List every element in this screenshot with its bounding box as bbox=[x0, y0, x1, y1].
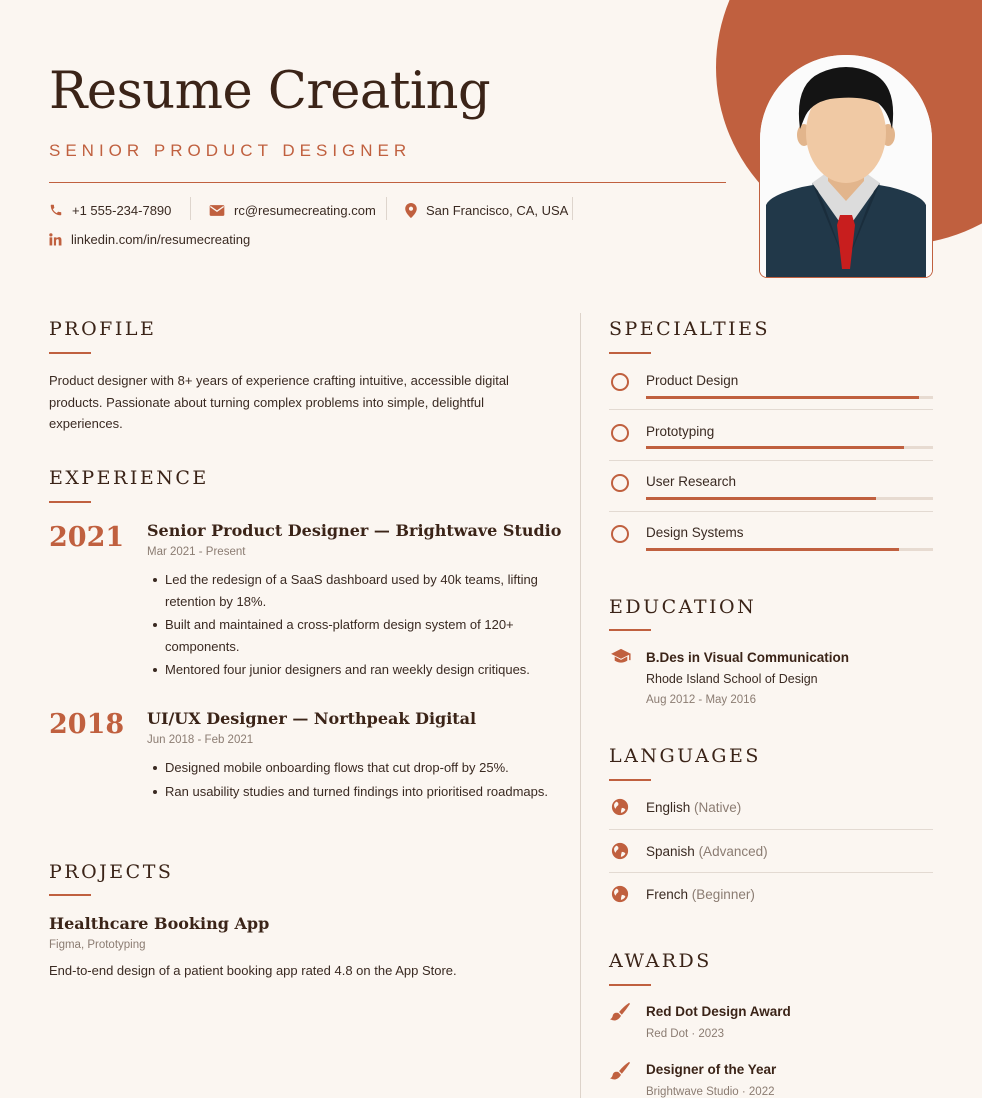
profile-photo bbox=[759, 54, 933, 278]
education-school: Rhode Island School of Design bbox=[646, 672, 818, 686]
section-underline bbox=[49, 352, 91, 354]
job-bullets bbox=[147, 569, 565, 683]
circle-outline-icon bbox=[611, 373, 629, 391]
job-year: 2021 bbox=[49, 522, 125, 553]
project-description: End-to-end design of a patient booking app rated 4.8 on the App Store. bbox=[49, 963, 457, 978]
experience-heading: EXPERIENCE bbox=[49, 467, 209, 489]
award-subtitle: Brightwave Studio · 2022 bbox=[646, 1086, 775, 1098]
paintbrush-icon bbox=[609, 1002, 631, 1022]
specialty-label: Product Design bbox=[646, 373, 739, 388]
profile-summary bbox=[49, 370, 559, 435]
email-text: rc@resumecreating.com bbox=[234, 202, 376, 218]
project-name: Healthcare Booking App bbox=[49, 914, 270, 933]
globe-icon bbox=[611, 842, 629, 860]
specialty-level-bar bbox=[646, 396, 933, 399]
job-title: UI/UX Designer — Northpeak Digital bbox=[147, 709, 477, 728]
project-tags: Figma, Prototyping bbox=[49, 939, 146, 951]
contact-location bbox=[405, 200, 568, 220]
envelope-icon bbox=[209, 204, 225, 217]
specialty-label: Prototyping bbox=[646, 424, 715, 439]
education-dates: Aug 2012 - May 2016 bbox=[646, 694, 756, 706]
language-name: Spanish bbox=[646, 844, 695, 859]
row-divider bbox=[609, 409, 933, 410]
job-dates: Jun 2018 - Feb 2021 bbox=[147, 734, 254, 746]
map-pin-icon bbox=[405, 203, 417, 218]
row-divider bbox=[609, 872, 933, 873]
languages-heading: LANGUAGES bbox=[609, 745, 761, 767]
contact-linkedin[interactable] bbox=[49, 229, 250, 249]
linkedin-icon bbox=[49, 233, 62, 246]
contact-phone[interactable] bbox=[49, 200, 171, 220]
profile-line: experiences. bbox=[49, 416, 123, 431]
job-bullet: Ran usability studies and turned findings into prioritised roadmaps. bbox=[165, 781, 565, 803]
job-bullets bbox=[147, 757, 565, 804]
paintbrush-icon bbox=[609, 1061, 631, 1081]
contact-email[interactable] bbox=[209, 200, 376, 220]
job-year: 2018 bbox=[49, 709, 125, 740]
phone-text: +1 555-234-7890 bbox=[72, 202, 172, 218]
specialty-level-fill bbox=[646, 396, 919, 399]
linkedin-text: linkedin.com/in/resumecreating bbox=[71, 231, 251, 247]
specialty-level-bar bbox=[646, 548, 933, 551]
job-role: SENIOR PRODUCT DESIGNER bbox=[49, 141, 412, 160]
specialties-heading: SPECIALTIES bbox=[609, 318, 771, 340]
specialty-level-fill bbox=[646, 548, 899, 551]
section-underline bbox=[609, 984, 651, 986]
job-bullet: Led the redesign of a SaaS dashboard used by 40k teams, lifting retention by 18%. bbox=[165, 569, 565, 612]
profile-heading: PROFILE bbox=[49, 318, 157, 340]
projects-heading: PROJECTS bbox=[49, 861, 174, 883]
awards-heading: AWARDS bbox=[609, 950, 712, 972]
section-underline bbox=[49, 501, 91, 503]
language-level: (Advanced) bbox=[698, 844, 768, 859]
circle-outline-icon bbox=[611, 424, 629, 442]
education-heading: EDUCATION bbox=[609, 596, 757, 618]
contact-separator bbox=[190, 197, 191, 220]
section-underline bbox=[609, 779, 651, 781]
job-bullet: Mentored four junior designers and ran weekly design critiques. bbox=[165, 659, 565, 681]
language-item bbox=[646, 887, 755, 902]
specialty-label: Design Systems bbox=[646, 525, 744, 540]
language-name: English bbox=[646, 800, 691, 815]
specialty-level-fill bbox=[646, 497, 876, 500]
header-divider bbox=[49, 182, 726, 183]
circle-outline-icon bbox=[611, 525, 629, 543]
resume-name: Resume Creating bbox=[49, 62, 491, 121]
award-title: Designer of the Year bbox=[646, 1062, 777, 1077]
phone-icon bbox=[49, 203, 63, 217]
specialty-level-fill bbox=[646, 446, 904, 449]
profile-line: products. Passionate about turning complex problems into simple, delightful bbox=[49, 394, 485, 410]
circle-outline-icon bbox=[611, 474, 629, 492]
award-title: Red Dot Design Award bbox=[646, 1004, 791, 1019]
globe-icon bbox=[611, 885, 629, 903]
section-underline bbox=[49, 894, 91, 896]
job-bullet: Designed mobile onboarding flows that cut drop-off by 25%. bbox=[165, 757, 565, 779]
specialty-label: User Research bbox=[646, 474, 737, 489]
row-divider bbox=[609, 460, 933, 461]
globe-icon bbox=[611, 798, 629, 816]
job-dates: Mar 2021 - Present bbox=[147, 546, 246, 558]
contact-separator bbox=[572, 197, 573, 220]
language-level: (Beginner) bbox=[691, 887, 755, 902]
row-divider bbox=[609, 511, 933, 512]
language-item bbox=[646, 844, 768, 859]
column-divider bbox=[580, 313, 581, 1098]
specialty-level-bar bbox=[646, 446, 933, 449]
section-underline bbox=[609, 352, 651, 354]
job-bullet: Built and maintained a cross-platform design system of 120+ components. bbox=[165, 614, 565, 657]
profile-line: Product designer with 8+ years of experience crafting intuitive, accessible digital bbox=[49, 373, 509, 388]
language-name: French bbox=[646, 887, 689, 902]
row-divider bbox=[609, 829, 933, 830]
location-text: San Francisco, CA, USA bbox=[426, 202, 569, 218]
contact-separator bbox=[386, 197, 387, 220]
section-underline bbox=[609, 629, 651, 631]
education-degree: B.Des in Visual Communication bbox=[646, 650, 850, 665]
specialty-level-bar bbox=[646, 497, 933, 500]
award-subtitle: Red Dot · 2023 bbox=[646, 1028, 724, 1040]
language-item bbox=[646, 800, 741, 815]
graduation-cap-icon bbox=[610, 648, 632, 666]
language-level: (Native) bbox=[694, 800, 742, 815]
job-title: Senior Product Designer — Brightwave Studio bbox=[147, 521, 562, 540]
